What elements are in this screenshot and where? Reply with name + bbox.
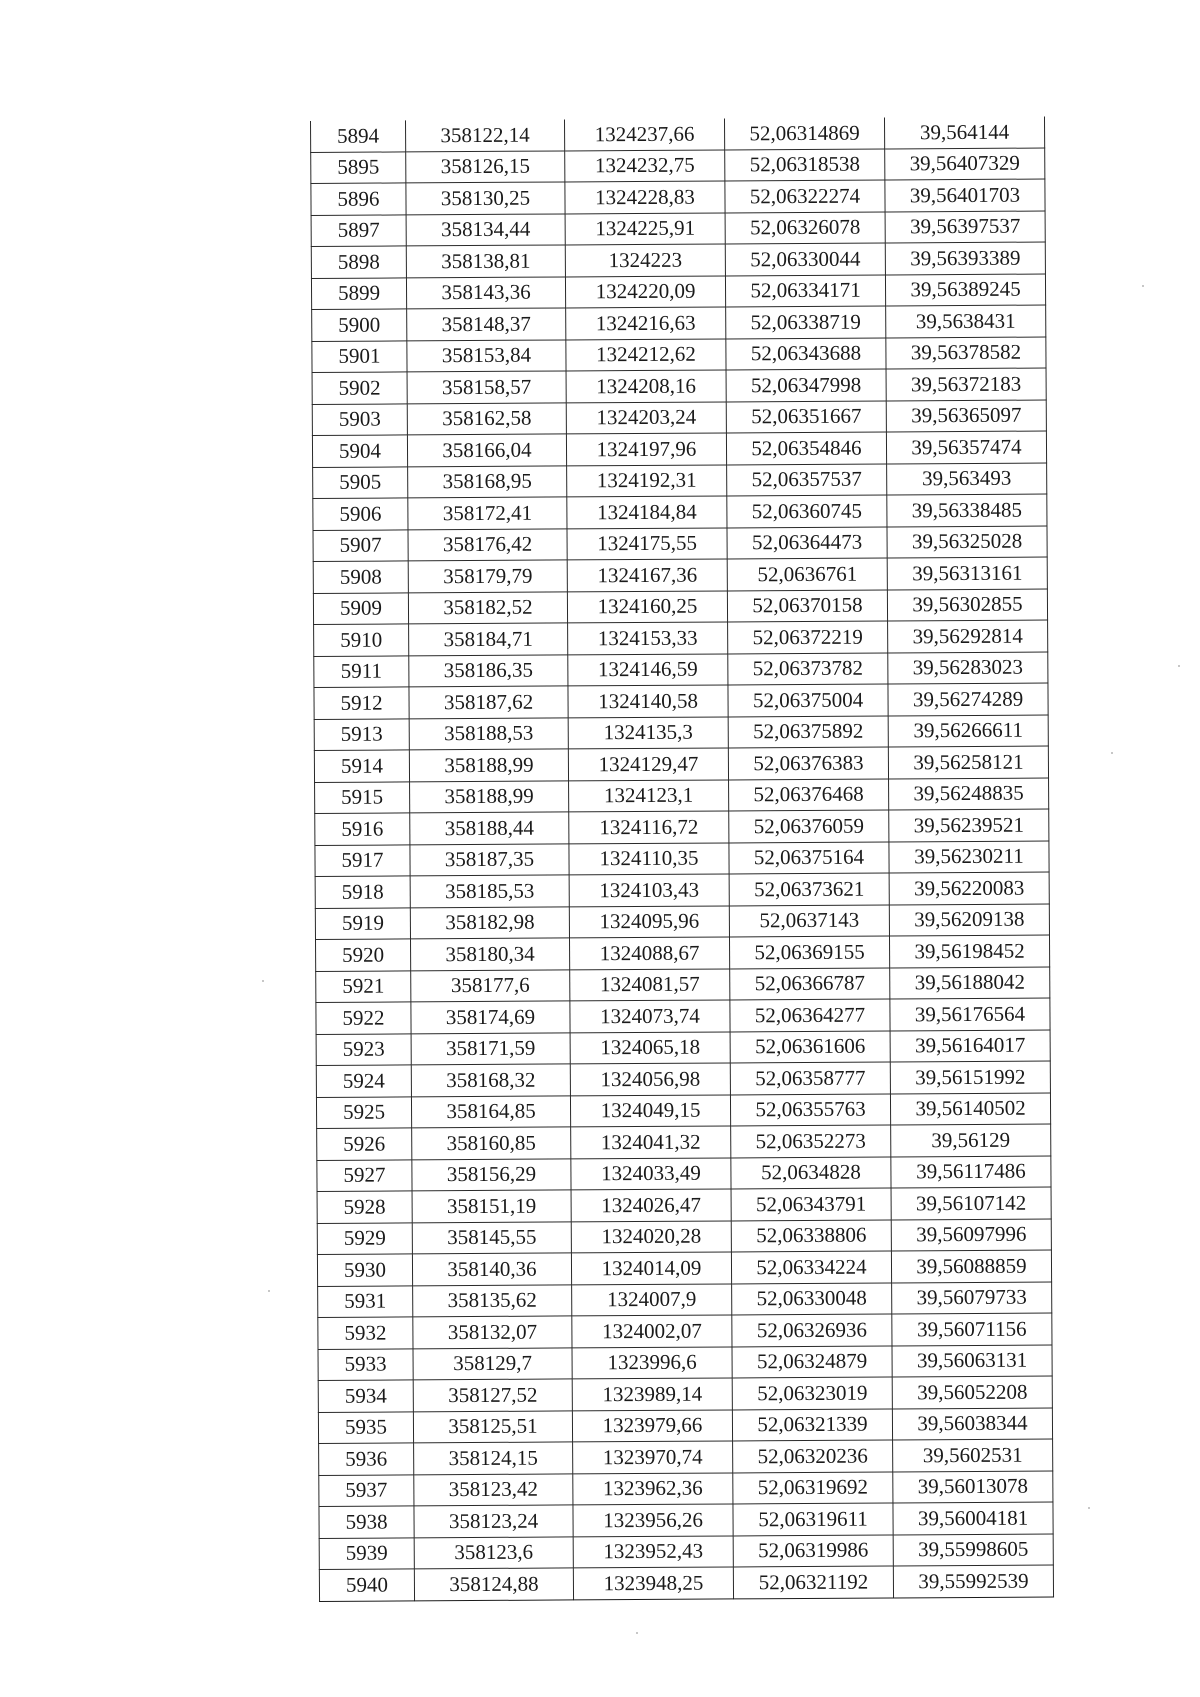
x-coordinate-cell: 358123,42 <box>414 1473 573 1505</box>
point-number-cell: 5939 <box>319 1537 414 1569</box>
point-number-cell: 5931 <box>318 1285 413 1317</box>
longitude-cell: 39,56176564 <box>890 998 1050 1030</box>
longitude-cell: 39,56220083 <box>889 872 1049 904</box>
longitude-cell: 39,56266611 <box>888 715 1048 747</box>
table-row <box>314 746 1048 782</box>
x-coordinate-cell: 358130,25 <box>406 182 565 214</box>
longitude-cell: 39,56164017 <box>890 1029 1050 1061</box>
point-number-cell: 5895 <box>311 151 406 183</box>
y-coordinate-cell: 1324232,75 <box>565 149 725 181</box>
point-number-cell: 5915 <box>315 781 410 813</box>
point-number-cell: 5916 <box>315 813 410 845</box>
latitude-cell: 52,06321192 <box>733 1566 893 1598</box>
table-row <box>313 526 1047 562</box>
point-number-cell: 5906 <box>313 498 408 530</box>
table-row <box>315 935 1049 971</box>
latitude-cell: 52,06334171 <box>725 274 885 306</box>
table-row <box>312 305 1046 341</box>
x-coordinate-cell: 358186,35 <box>409 654 568 686</box>
scan-speck <box>1111 752 1113 754</box>
table-row <box>317 1250 1051 1286</box>
longitude-cell: 39,56188042 <box>890 966 1050 998</box>
y-coordinate-cell: 1324203,24 <box>566 401 726 433</box>
latitude-cell: 52,06323019 <box>732 1377 892 1409</box>
x-coordinate-cell: 358134,44 <box>406 213 565 245</box>
x-coordinate-cell: 358188,99 <box>410 780 569 812</box>
longitude-cell: 39,56117486 <box>891 1155 1051 1187</box>
table-row <box>317 1124 1051 1160</box>
x-coordinate-cell: 358156,29 <box>412 1158 571 1190</box>
latitude-cell: 52,06376468 <box>729 778 889 810</box>
point-number-cell: 5922 <box>316 1002 411 1034</box>
latitude-cell: 52,06351667 <box>726 400 886 432</box>
latitude-cell: 52,06364277 <box>730 999 890 1031</box>
y-coordinate-cell: 1324237,66 <box>564 118 724 150</box>
latitude-cell: 52,06330048 <box>732 1282 892 1314</box>
longitude-cell: 39,56292814 <box>888 620 1048 652</box>
table-row <box>316 1029 1050 1065</box>
longitude-cell: 39,56248835 <box>889 778 1049 810</box>
point-number-cell: 5907 <box>313 529 408 561</box>
x-coordinate-cell: 358187,35 <box>410 843 569 875</box>
table-row <box>318 1376 1052 1412</box>
latitude-cell: 52,06375004 <box>728 684 888 716</box>
y-coordinate-cell: 1324081,57 <box>570 968 730 1000</box>
longitude-cell: 39,56389245 <box>885 274 1045 306</box>
longitude-cell: 39,56401703 <box>885 179 1045 211</box>
table-row <box>318 1281 1052 1317</box>
table-row <box>316 966 1050 1002</box>
longitude-cell: 39,56338485 <box>887 494 1047 526</box>
longitude-cell: 39,56397537 <box>885 211 1045 243</box>
table-row <box>315 903 1049 939</box>
longitude-cell: 39,56274289 <box>888 683 1048 715</box>
table-row <box>319 1470 1053 1506</box>
longitude-cell: 39,55998605 <box>893 1533 1053 1565</box>
y-coordinate-cell: 1324123,1 <box>569 779 729 811</box>
scan-speck <box>1142 285 1144 287</box>
latitude-cell: 52,06319611 <box>733 1503 893 1535</box>
point-number-cell: 5905 <box>313 466 408 498</box>
table-row <box>314 652 1048 688</box>
point-number-cell: 5901 <box>312 340 407 372</box>
latitude-cell: 52,06338719 <box>726 306 886 338</box>
latitude-cell: 52,06322274 <box>725 180 885 212</box>
y-coordinate-cell: 1324160,25 <box>567 590 727 622</box>
table-row <box>318 1407 1052 1443</box>
table-row <box>312 337 1046 373</box>
longitude-cell: 39,56071156 <box>892 1313 1052 1345</box>
longitude-cell: 39,56209138 <box>889 903 1049 935</box>
y-coordinate-cell: 1324110,35 <box>569 842 729 874</box>
latitude-cell: 52,06360745 <box>727 495 887 527</box>
x-coordinate-cell: 358122,14 <box>405 119 564 151</box>
point-number-cell: 5896 <box>311 183 406 215</box>
point-number-cell: 5933 <box>318 1348 413 1380</box>
x-coordinate-cell: 358176,42 <box>408 528 567 560</box>
x-coordinate-cell: 358171,59 <box>411 1032 570 1064</box>
longitude-cell: 39,5602531 <box>893 1439 1053 1471</box>
point-number-cell: 5903 <box>312 403 407 435</box>
y-coordinate-cell: 1324020,28 <box>571 1220 731 1252</box>
longitude-cell: 39,56357474 <box>886 431 1046 463</box>
table-row <box>319 1502 1053 1538</box>
latitude-cell: 52,06375164 <box>729 841 889 873</box>
table-row <box>317 1155 1051 1191</box>
longitude-cell: 39,56129 <box>891 1124 1051 1156</box>
latitude-cell: 52,06343791 <box>731 1188 891 1220</box>
x-coordinate-cell: 358138,81 <box>406 245 565 277</box>
x-coordinate-cell: 358145,55 <box>412 1221 571 1253</box>
y-coordinate-cell: 1324208,16 <box>566 370 726 402</box>
longitude-cell: 39,56302855 <box>887 589 1047 621</box>
y-coordinate-cell: 1324116,72 <box>569 811 729 843</box>
x-coordinate-cell: 358182,98 <box>410 906 569 938</box>
y-coordinate-cell: 1324088,67 <box>569 937 729 969</box>
table-row <box>312 400 1046 436</box>
x-coordinate-cell: 358179,79 <box>408 560 567 592</box>
longitude-cell: 39,56258121 <box>888 746 1048 778</box>
point-number-cell: 5938 <box>319 1506 414 1538</box>
x-coordinate-cell: 358124,15 <box>414 1442 573 1474</box>
y-coordinate-cell: 1323970,74 <box>573 1441 733 1473</box>
point-number-cell: 5925 <box>316 1096 411 1128</box>
y-coordinate-cell: 1324153,33 <box>568 622 728 654</box>
table-row <box>317 1218 1051 1254</box>
latitude-cell: 52,06319692 <box>733 1471 893 1503</box>
latitude-cell: 52,06369155 <box>729 936 889 968</box>
latitude-cell: 52,06373782 <box>728 652 888 684</box>
latitude-cell: 52,06366787 <box>730 967 890 999</box>
x-coordinate-cell: 358188,44 <box>410 812 569 844</box>
point-number-cell: 5926 <box>317 1128 412 1160</box>
y-coordinate-cell: 1324135,3 <box>568 716 728 748</box>
table-row <box>312 368 1046 404</box>
x-coordinate-cell: 358168,95 <box>408 465 567 497</box>
point-number-cell: 5902 <box>312 372 407 404</box>
longitude-cell: 39,56239521 <box>889 809 1049 841</box>
latitude-cell: 52,06320236 <box>733 1440 893 1472</box>
y-coordinate-cell: 1324216,63 <box>566 307 726 339</box>
scan-speck <box>268 1290 270 1292</box>
scan-speck <box>1088 1507 1090 1509</box>
y-coordinate-cell: 1324049,15 <box>570 1094 730 1126</box>
table-row <box>311 148 1045 184</box>
y-coordinate-cell: 1324175,55 <box>567 527 727 559</box>
point-number-cell: 5919 <box>315 907 410 939</box>
latitude-cell: 52,06318538 <box>725 148 885 180</box>
y-coordinate-cell: 1323996,6 <box>572 1346 732 1378</box>
x-coordinate-cell: 358180,34 <box>410 938 569 970</box>
latitude-cell: 52,06375892 <box>728 715 888 747</box>
point-number-cell: 5918 <box>315 876 410 908</box>
table-row <box>319 1439 1053 1475</box>
y-coordinate-cell: 1324073,74 <box>570 1000 730 1032</box>
longitude-cell: 39,56107142 <box>891 1187 1051 1219</box>
table-row <box>314 620 1048 656</box>
point-number-cell: 5897 <box>311 214 406 246</box>
x-coordinate-cell: 358123,24 <box>414 1505 573 1537</box>
latitude-cell: 52,06324879 <box>732 1345 892 1377</box>
point-number-cell: 5921 <box>316 970 411 1002</box>
table-row <box>319 1565 1053 1601</box>
x-coordinate-cell: 358164,85 <box>411 1095 570 1127</box>
latitude-cell: 52,06319986 <box>733 1534 893 1566</box>
y-coordinate-cell: 1323962,36 <box>573 1472 733 1504</box>
point-number-cell: 5909 <box>313 592 408 624</box>
table-row <box>315 840 1049 876</box>
latitude-cell: 52,06358777 <box>730 1062 890 1094</box>
y-coordinate-cell: 1324033,49 <box>571 1157 731 1189</box>
x-coordinate-cell: 358153,84 <box>407 339 566 371</box>
table-row <box>318 1313 1052 1349</box>
table-row <box>311 117 1045 152</box>
y-coordinate-cell: 1324167,36 <box>567 559 727 591</box>
x-coordinate-cell: 358143,36 <box>406 276 565 308</box>
longitude-cell: 39,56407329 <box>885 148 1045 180</box>
table-row <box>314 715 1048 751</box>
latitude-cell: 52,06376059 <box>729 810 889 842</box>
longitude-cell: 39,56038344 <box>892 1407 1052 1439</box>
y-coordinate-cell: 1323979,66 <box>572 1409 732 1441</box>
point-number-cell: 5936 <box>319 1443 414 1475</box>
point-number-cell: 5929 <box>317 1222 412 1254</box>
point-number-cell: 5930 <box>317 1254 412 1286</box>
coordinates-table <box>310 117 1054 1602</box>
point-number-cell: 5920 <box>315 939 410 971</box>
point-number-cell: 5914 <box>314 750 409 782</box>
x-coordinate-cell: 358184,71 <box>409 623 568 655</box>
longitude-cell: 39,56151992 <box>890 1061 1050 1093</box>
latitude-cell: 52,0636761 <box>727 558 887 590</box>
x-coordinate-cell: 358129,7 <box>413 1347 572 1379</box>
scan-speck <box>636 1632 638 1634</box>
table-row <box>315 809 1049 845</box>
longitude-cell: 39,56140502 <box>890 1092 1050 1124</box>
point-number-cell: 5913 <box>314 718 409 750</box>
x-coordinate-cell: 358172,41 <box>408 497 567 529</box>
table-row <box>311 179 1045 215</box>
table-row <box>316 998 1050 1034</box>
latitude-cell: 52,06364473 <box>727 526 887 558</box>
point-number-cell: 5899 <box>311 277 406 309</box>
x-coordinate-cell: 358185,53 <box>410 875 569 907</box>
table-row <box>313 557 1047 593</box>
longitude-cell: 39,56097996 <box>891 1218 1051 1250</box>
longitude-cell: 39,56063131 <box>892 1344 1052 1376</box>
table-row <box>316 1092 1050 1128</box>
latitude-cell: 52,06373621 <box>729 873 889 905</box>
point-number-cell: 5937 <box>319 1474 414 1506</box>
latitude-cell: 52,06321339 <box>732 1408 892 1440</box>
table-row <box>315 778 1049 814</box>
y-coordinate-cell: 1323948,25 <box>573 1567 733 1599</box>
y-coordinate-cell: 1324026,47 <box>571 1189 731 1221</box>
x-coordinate-cell: 358174,69 <box>411 1001 570 1033</box>
longitude-cell: 39,563493 <box>887 463 1047 495</box>
table-row <box>317 1187 1051 1223</box>
longitude-cell: 39,56052208 <box>892 1376 1052 1408</box>
longitude-cell: 39,56198452 <box>889 935 1049 967</box>
table-row <box>312 431 1046 467</box>
y-coordinate-cell: 1324103,43 <box>569 874 729 906</box>
point-number-cell: 5935 <box>318 1411 413 1443</box>
latitude-cell: 52,06343688 <box>726 337 886 369</box>
table-row <box>316 1061 1050 1097</box>
latitude-cell: 52,0634828 <box>731 1156 891 1188</box>
point-number-cell: 5932 <box>318 1317 413 1349</box>
latitude-cell: 52,06326078 <box>725 211 885 243</box>
point-number-cell: 5923 <box>316 1033 411 1065</box>
x-coordinate-cell: 358168,32 <box>411 1064 570 1096</box>
y-coordinate-cell: 1324184,84 <box>567 496 727 528</box>
x-coordinate-cell: 358132,07 <box>413 1316 572 1348</box>
table-row <box>318 1344 1052 1380</box>
coordinates-table-body <box>311 117 1054 1601</box>
y-coordinate-cell: 1323989,14 <box>572 1378 732 1410</box>
longitude-cell: 39,564144 <box>884 117 1044 149</box>
latitude-cell: 52,06326936 <box>732 1314 892 1346</box>
point-number-cell: 5908 <box>313 561 408 593</box>
latitude-cell: 52,0637143 <box>729 904 889 936</box>
longitude-cell: 39,5638431 <box>886 305 1046 337</box>
longitude-cell: 39,56325028 <box>887 526 1047 558</box>
longitude-cell: 39,56230211 <box>889 840 1049 872</box>
x-coordinate-cell: 358123,6 <box>414 1536 573 1568</box>
x-coordinate-cell: 358182,52 <box>408 591 567 623</box>
x-coordinate-cell: 358148,37 <box>407 308 566 340</box>
y-coordinate-cell: 1324225,91 <box>565 212 725 244</box>
point-number-cell: 5900 <box>312 309 407 341</box>
y-coordinate-cell: 1323956,26 <box>573 1504 733 1536</box>
y-coordinate-cell: 1324065,18 <box>570 1031 730 1063</box>
table-row <box>319 1533 1053 1569</box>
y-coordinate-cell: 1324220,09 <box>565 275 725 307</box>
latitude-cell: 52,06372219 <box>728 621 888 653</box>
x-coordinate-cell: 358151,19 <box>412 1190 571 1222</box>
latitude-cell: 52,06370158 <box>727 589 887 621</box>
point-number-cell: 5911 <box>314 655 409 687</box>
latitude-cell: 52,06376383 <box>728 747 888 779</box>
y-coordinate-cell: 1324223 <box>565 244 725 276</box>
x-coordinate-cell: 358188,99 <box>409 749 568 781</box>
table-row <box>313 494 1047 530</box>
y-coordinate-cell: 1324197,96 <box>566 433 726 465</box>
point-number-cell: 5928 <box>317 1191 412 1223</box>
table-row <box>314 683 1048 719</box>
longitude-cell: 39,56283023 <box>888 652 1048 684</box>
latitude-cell: 52,06334224 <box>731 1251 891 1283</box>
longitude-cell: 39,56004181 <box>893 1502 1053 1534</box>
x-coordinate-cell: 358140,36 <box>412 1253 571 1285</box>
latitude-cell: 52,06352273 <box>731 1125 891 1157</box>
y-coordinate-cell: 1324041,32 <box>571 1126 731 1158</box>
table-row <box>315 872 1049 908</box>
y-coordinate-cell: 1324140,58 <box>568 685 728 717</box>
y-coordinate-cell: 1324192,31 <box>567 464 727 496</box>
x-coordinate-cell: 358127,52 <box>413 1379 572 1411</box>
x-coordinate-cell: 358177,6 <box>411 969 570 1001</box>
longitude-cell: 39,56393389 <box>885 242 1045 274</box>
x-coordinate-cell: 358135,62 <box>413 1284 572 1316</box>
x-coordinate-cell: 358158,57 <box>407 371 566 403</box>
latitude-cell: 52,06314869 <box>724 117 884 149</box>
point-number-cell: 5924 <box>316 1065 411 1097</box>
x-coordinate-cell: 358162,58 <box>407 402 566 434</box>
table-row <box>313 463 1047 499</box>
longitude-cell: 39,56365097 <box>886 400 1046 432</box>
y-coordinate-cell: 1324212,62 <box>566 338 726 370</box>
y-coordinate-cell: 1324056,98 <box>570 1063 730 1095</box>
y-coordinate-cell: 1324146,59 <box>568 653 728 685</box>
x-coordinate-cell: 358126,15 <box>406 150 565 182</box>
scan-speck <box>1178 665 1180 667</box>
latitude-cell: 52,06347998 <box>726 369 886 401</box>
longitude-cell: 39,56013078 <box>893 1470 1053 1502</box>
point-number-cell: 5917 <box>315 844 410 876</box>
x-coordinate-cell: 358160,85 <box>412 1127 571 1159</box>
latitude-cell: 52,06357537 <box>727 463 887 495</box>
table-row <box>311 274 1045 310</box>
point-number-cell: 5904 <box>312 435 407 467</box>
x-coordinate-cell: 358125,51 <box>413 1410 572 1442</box>
table-row <box>311 211 1045 247</box>
y-coordinate-cell: 1324014,09 <box>571 1252 731 1284</box>
longitude-cell: 39,56079733 <box>892 1281 1052 1313</box>
latitude-cell: 52,06338806 <box>731 1219 891 1251</box>
point-number-cell: 5940 <box>319 1569 414 1601</box>
scan-speck <box>262 980 264 982</box>
y-coordinate-cell: 1324228,83 <box>565 181 725 213</box>
y-coordinate-cell: 1324095,96 <box>569 905 729 937</box>
latitude-cell: 52,06361606 <box>730 1030 890 1062</box>
point-number-cell: 5898 <box>311 246 406 278</box>
y-coordinate-cell: 1324007,9 <box>572 1283 732 1315</box>
longitude-cell: 39,56372183 <box>886 368 1046 400</box>
point-number-cell: 5927 <box>317 1159 412 1191</box>
longitude-cell: 39,56378582 <box>886 337 1046 369</box>
point-number-cell: 5910 <box>314 624 409 656</box>
latitude-cell: 52,06355763 <box>730 1093 890 1125</box>
y-coordinate-cell: 1324002,07 <box>572 1315 732 1347</box>
x-coordinate-cell: 358188,53 <box>409 717 568 749</box>
point-number-cell: 5934 <box>318 1380 413 1412</box>
y-coordinate-cell: 1323952,43 <box>573 1535 733 1567</box>
longitude-cell: 39,56088859 <box>891 1250 1051 1282</box>
y-coordinate-cell: 1324129,47 <box>568 748 728 780</box>
x-coordinate-cell: 358166,04 <box>407 434 566 466</box>
x-coordinate-cell: 358187,62 <box>409 686 568 718</box>
longitude-cell: 39,56313161 <box>887 557 1047 589</box>
table-row <box>313 589 1047 625</box>
point-number-cell: 5912 <box>314 687 409 719</box>
longitude-cell: 39,55992539 <box>893 1565 1053 1597</box>
table-row <box>311 242 1045 278</box>
latitude-cell: 52,06330044 <box>725 243 885 275</box>
point-number-cell: 5894 <box>311 120 406 152</box>
x-coordinate-cell: 358124,88 <box>414 1568 573 1600</box>
latitude-cell: 52,06354846 <box>726 432 886 464</box>
